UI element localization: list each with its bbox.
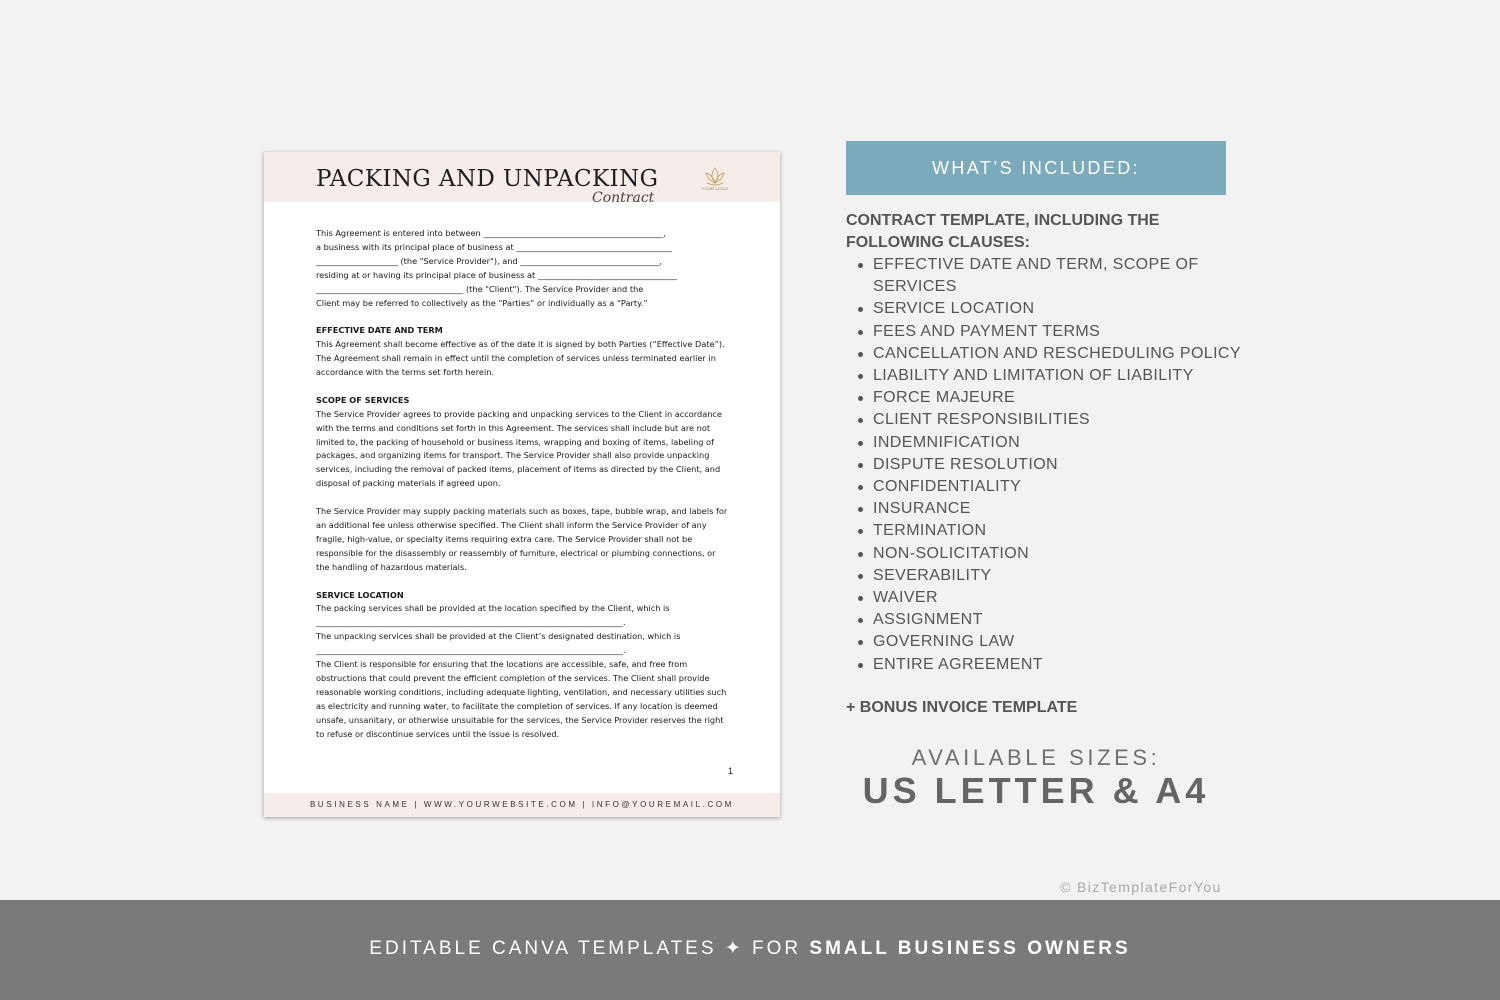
section-heading: SCOPE OF SERVICES <box>316 394 410 405</box>
intro-line: residing at or having its principal place of business at __________________________________ <box>316 269 678 280</box>
section-paragraph: The Client is responsible for ensuring that the locations are accessible, safe, and free from obstructions that could prevent the efficient completion of the services. The Client shall provide reasonable working conditions, including adequate lighting, ventilation, and necessary utilities such as electricity and running water, to facilitate the completion of services. If any location is deemed unsafe, unsanitary, or otherwise unsuitable for the services, the Service Provider reserves the right to refuse or discontinue services until the issue is resolved. <box>316 659 727 739</box>
list-item: NON-SOLICITATION <box>846 543 1246 565</box>
list-item: CONFIDENTIALITY <box>846 476 1246 498</box>
list-item: FEES AND PAYMENT TERMS <box>846 321 1246 343</box>
section-paragraph: The unpacking services shall be provided at the Client’s designated destination, which is ___________________________________________________________________________. <box>316 631 681 656</box>
section-paragraph-block <box>316 630 728 658</box>
list-item: SEVERABILITY <box>846 565 1246 587</box>
intro-paragraph <box>316 227 728 310</box>
logo-placeholder-text: YOUR LOGO <box>701 186 729 191</box>
bottom-text-part: FOR <box>752 938 802 959</box>
section-heading: EFFECTIVE DATE AND TERM <box>316 325 443 336</box>
whats-included-banner: WHAT’S INCLUDED: <box>846 141 1226 195</box>
sparkle-icon: ✦ <box>724 938 744 959</box>
section-paragraph-block <box>316 505 728 575</box>
bottom-text-emphasis: SMALL BUSINESS OWNERS <box>809 938 1131 959</box>
list-item: TERMINATION <box>846 520 1246 542</box>
section-effective-date <box>316 324 728 380</box>
bottom-banner <box>0 900 1500 1000</box>
intro-line: Client may be referred to collectively as the “Parties” or individually as a “Party.” <box>316 297 648 308</box>
section-paragraph: The packing services shall be provided at the location specified by the Client, which is ___________________________________________________________________________. <box>316 603 670 628</box>
available-sizes-label: AVAILABLE SIZES: <box>911 745 1161 770</box>
intro-line: ____________________________________ (the "Client"). The Service Provider and the <box>316 283 644 294</box>
section-scope <box>316 394 728 491</box>
list-item: LIABILITY AND LIMITATION OF LIABILITY <box>846 365 1246 387</box>
list-item: ASSIGNMENT <box>846 609 1246 631</box>
intro-line: a business with its principal place of business at ______________________________________ <box>316 241 672 252</box>
list-item: CLIENT RESPONSIBILITIES <box>846 409 1246 431</box>
available-sizes-value: US LETTER & A4 <box>862 770 1210 811</box>
section-paragraph: This Agreement shall become effective as of the date it is signed by both Parties (“Effective Date”). The Agreement shall remain in effect until the completion of services unless terminated earlier in accordance with the terms set forth herein. <box>316 339 725 378</box>
page-number: 1 <box>728 766 734 776</box>
document-footer: BUSINESS NAME | WWW.YOURWEBSITE.COM | INFO@YOUREMAIL.COM <box>264 793 780 817</box>
section-location <box>316 589 728 631</box>
intro-line: ____________________ (the "Service Provider"), and __________________________________, <box>316 255 663 266</box>
list-item: GOVERNING LAW <box>846 631 1246 653</box>
copyright-text: © BizTemplateForYou <box>1060 879 1222 895</box>
section-paragraph: The Service Provider may supply packing materials such as boxes, tape, bubble wrap, and labels for an additional fee unless otherwise specified. The Client shall inform the Service Provider of any fragile, high-value, or specialty items requiring extra care. The Service Provider shall not be responsible for the disassembly or reassembly of furniture, electrical or plumbing connections, or the handling of hazardous materials. <box>316 506 728 572</box>
list-item: DISPUTE RESOLUTION <box>846 454 1246 476</box>
document-body <box>316 227 728 755</box>
list-item: EFFECTIVE DATE AND TERM, SCOPE OF SERVICES <box>846 254 1246 298</box>
intro-line: This Agreement is entered into between ____________________________________________, <box>316 228 667 238</box>
section-heading: SERVICE LOCATION <box>316 589 404 600</box>
list-item: CANCELLATION AND RESCHEDULING POLICY <box>846 343 1246 365</box>
document-title: PACKING AND UNPACKING <box>316 166 659 192</box>
list-item: SERVICE LOCATION <box>846 298 1246 320</box>
list-item: ENTIRE AGREEMENT <box>846 654 1246 676</box>
list-item: WAIVER <box>846 587 1246 609</box>
includes-title: CONTRACT TEMPLATE, INCLUDING THE FOLLOWING CLAUSES: <box>846 212 1160 251</box>
document-header <box>264 152 780 206</box>
section-paragraph-block <box>316 658 728 741</box>
contract-document-preview <box>264 152 780 817</box>
section-paragraph: The Service Provider agrees to provide packing and unpacking services to the Client in accordance with the terms and conditions set forth in this Agreement. The services shall include but are not limited to, the packing of household or business items, wrapping and boxing of items, labeling of packages, and organizing items for transport. The Service Provider shall also provide unpacking services, including the removal of packed items, placement of items as directed by the Client, and disposal of packing materials if agreed upon. <box>316 408 722 489</box>
list-item: INSURANCE <box>846 498 1246 520</box>
document-subtitle: Contract <box>592 190 655 206</box>
list-item: INDEMNIFICATION <box>846 432 1246 454</box>
list-item: FORCE MAJEURE <box>846 387 1246 409</box>
bonus-text: + BONUS INVOICE TEMPLATE <box>846 699 1078 716</box>
bottom-text-part: EDITABLE CANVA TEMPLATES <box>369 938 717 959</box>
bottom-banner-text <box>0 937 1500 960</box>
clause-list <box>846 254 1246 676</box>
